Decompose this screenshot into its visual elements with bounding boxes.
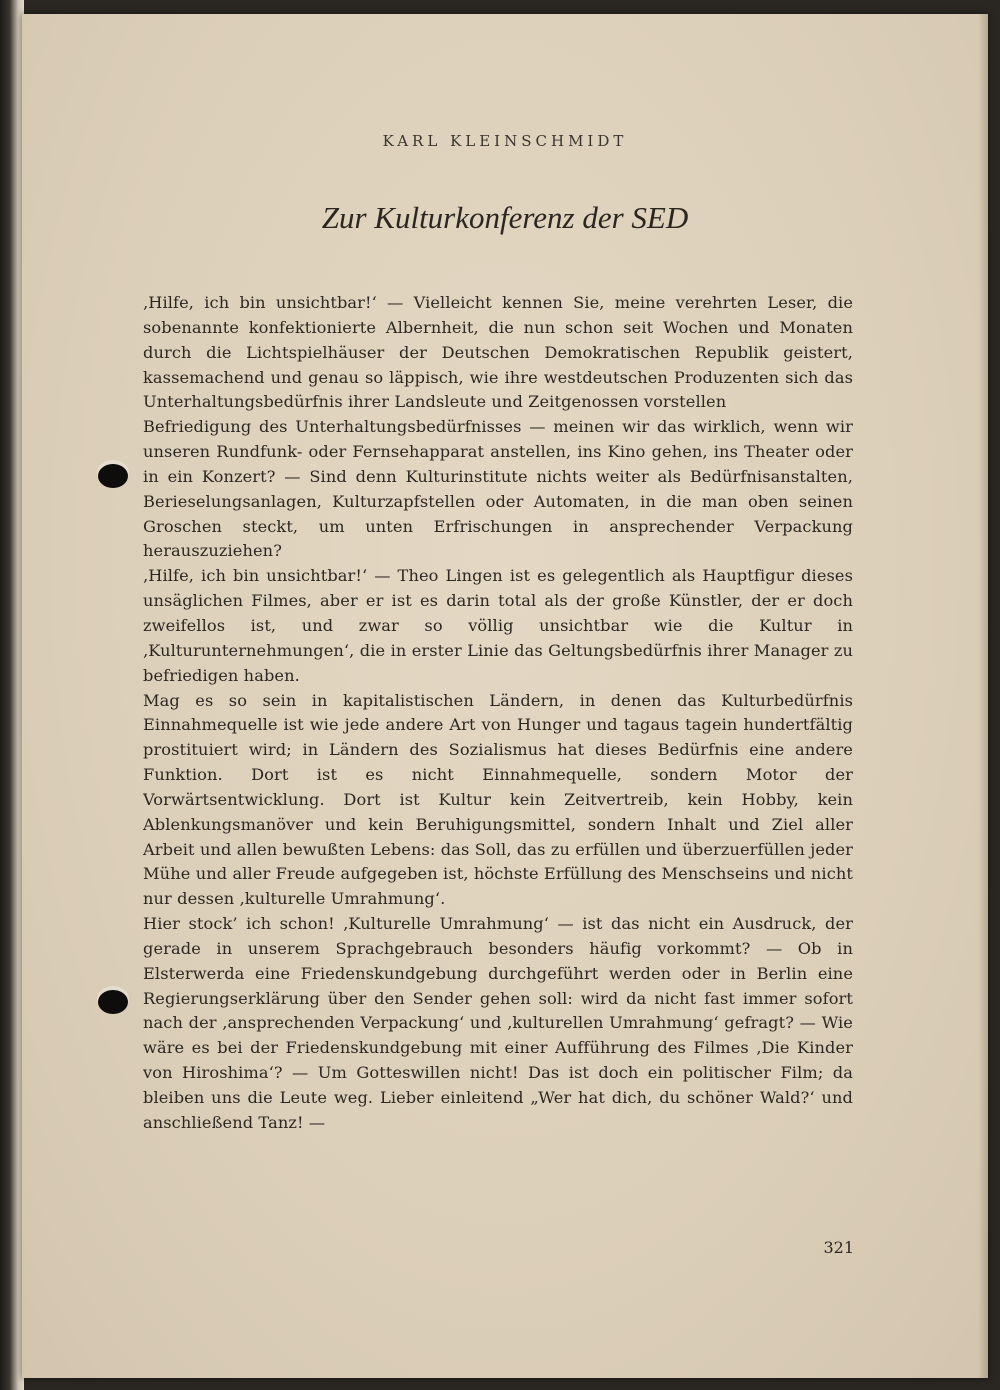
document-page	[22, 14, 988, 1378]
book-spine	[0, 0, 24, 1390]
punch-hole-bottom	[98, 990, 128, 1014]
paragraph-3: ‚Hilfe, ich bin unsichtbar!‘ — Theo Lingen ist es gelegentlich als Hauptfigur dieses unsäglichen Filmes, aber er ist es darin total als der große Künstler, der er doch zweifellos ist, und zwar so völlig unsichtbar wie die Kultur in ‚Kulturunternehmungen‘, die in erster Linie das Geltungsbedürfnis ihrer Manager zu befriedigen haben.	[143, 566, 853, 685]
author-heading: KARL KLEINSCHMIDT	[382, 132, 628, 150]
page-number: 321	[823, 1238, 854, 1257]
article-body	[143, 291, 853, 1136]
article-title: Zur Kulturkonferenz der SED	[321, 200, 689, 235]
paragraph-5: Hier stock’ ich schon! ‚Kulturelle Umrahmung‘ — ist das nicht ein Ausdruck, der gerade in unserem Sprachgebrauch besonders häufig vorkommt? — Ob in Elsterwerda eine Friedenskundgebung durchgeführt werden oder in Berlin eine Regierungserklärung über den Sender gehen soll: wird da nicht fast immer sofort nach der ‚ansprechenden Verpackung‘ und ‚kulturellen Umrahmung‘ gefragt? — Wie wäre es bei der Friedenskundgebung mit einer Aufführung des Filmes ‚Die Kinder von Hiroshima‘? — Um Gotteswillen nicht! Das ist doch ein politischer Film; da bleiben uns die Leute weg. Lieber einleitend „Wer hat dich, du schöner Wald?‘ und anschließend Tanz! —	[143, 914, 853, 1132]
paragraph-2: Befriedigung des Unterhaltungsbedürfnisses — meinen wir das wirklich, wenn wir unseren Rundfunk- oder Fernsehapparat anstellen, ins Kino gehen, ins Theater oder in ein Konzert? — Sind denn Kulturinstitute nichts weiter als Bedürfnisanstalten, Berieselungsanlagen, Kulturzapfstellen oder Automaten, in die man oben seinen Groschen steckt, um unten Erfrischungen in ansprechender Verpackung herauszuziehen?	[143, 417, 853, 561]
punch-hole-top	[98, 464, 128, 488]
paragraph-4: Mag es so sein in kapitalistischen Ländern, in denen das Kulturbedürfnis Einnahmequelle ist wie jede andere Art von Hunger und tagaus tagein hundertfältig prostituiert wird; in Ländern des Sozialismus hat dieses Bedürfnis eine andere Funktion. Dort ist es nicht Einnahmequelle, sondern Motor der Vorwärtsentwicklung. Dort ist Kultur kein Zeitvertreib, kein Hobby, kein Ablenkungsmanöver und kein Beruhigungsmittel, sondern Inhalt und Ziel aller Arbeit und allen bewußten Lebens: das Soll, das zu erfüllen und überzuerfüllen jeder Mühe und aller Freude aufgegeben ist, höchste Erfüllung des Menschseins und nicht nur dessen ‚kulturelle Umrahmung‘.	[143, 690, 853, 909]
paragraph-1: ‚Hilfe, ich bin unsichtbar!‘ — Vielleicht kennen Sie, meine verehrten Leser, die sobenannte konfektionierte Albernheit, die nun schon seit Wochen und Monaten durch die Lichtspielhäuser der Deutschen Demokratischen Republik geistert, kassemachend und genau so läppisch, wie ihre westdeutschen Produzenten sich das Unterhaltungsbedürfnis ihrer Landsleute und Zeitgenossen vorstellen	[143, 293, 853, 412]
